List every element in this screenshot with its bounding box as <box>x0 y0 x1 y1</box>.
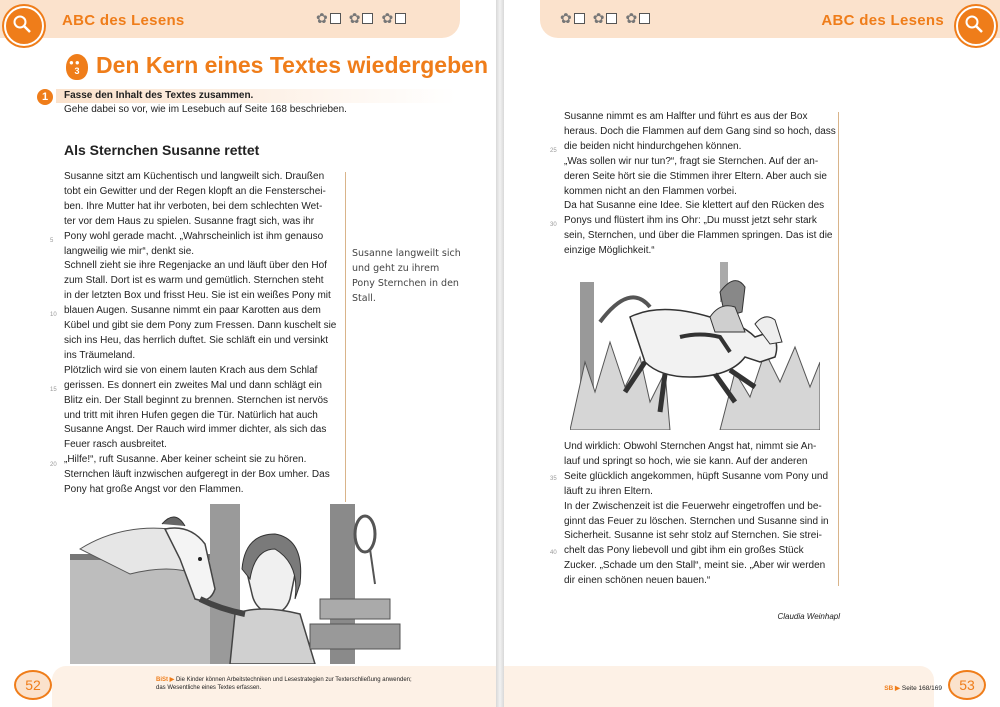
text-line: heraus. Doch die Flammen auf dem Gang sind so hoch, dass <box>564 125 836 137</box>
text-line: sein, Sternchen, und über die Flammen springen. Das ist die <box>564 230 833 242</box>
magnifier-icon <box>956 6 996 46</box>
text-line: Kübel und gibt sie dem Pony zum Fressen. Dann kuschelt sie <box>64 320 337 332</box>
text-line: kommen nicht an den Flammen vorbei. <box>564 185 737 197</box>
text-line: deren Seite hört sie die Stimmen ihrer Eltern. Aber auch sie <box>564 170 827 182</box>
task-number: 1 <box>37 89 53 105</box>
text-line: sich ins Heu, das herrlich duftet. Sie schläft ein und versinkt <box>64 334 329 346</box>
text-line: Plötzlich wird sie von einem lauten Krach aus dem Schlaf <box>64 364 318 376</box>
difficulty-checkbox-2[interactable] <box>362 13 373 24</box>
header-title: ABC des Lesens <box>821 12 944 29</box>
footer-text-1: Die Kinder können Arbeitstechniken und Lesestrategien zur Texterschließung anwenden; <box>175 677 412 683</box>
text-line: Da hat Susanne eine Idee. Sie klettert auf den Rücken des <box>564 200 825 212</box>
text-line: Schnell zieht sie ihre Regenjacke an und läuft über den Hof <box>64 260 327 272</box>
task-instruction: Gehe dabei so vor, wie im Lesebuch auf Seite 168 beschrieben. <box>64 104 347 115</box>
story-title: Als Sternchen Susanne rettet <box>64 142 260 158</box>
text-line: läuft zu ihren Eltern. <box>564 485 653 497</box>
text-line: In der Zwischenzeit ist die Feuerwehr eingetroffen und be- <box>564 500 822 512</box>
text-line: langweilig wie mir“, denkt sie. <box>64 245 195 257</box>
magnifier-icon <box>4 6 44 46</box>
text-line: in der letzten Box und frisst Heu. Sie ist ein weißes Pony mit <box>64 290 331 302</box>
difficulty-checkboxes <box>560 10 650 27</box>
page-title: Den Kern eines Textes wiedergeben <box>96 52 488 78</box>
text-line: Pony wohl gerade macht. „Wahrscheinlich ist ihm genauso <box>64 230 324 242</box>
fire-jump-illustration <box>570 262 820 430</box>
stable-illustration <box>70 504 410 664</box>
story-text-right-top <box>564 110 838 259</box>
line-number: 15 <box>50 387 57 393</box>
story-text-left <box>64 170 344 498</box>
text-line: Susanne nimmt es am Halfter und führt es aus der Box <box>564 111 808 122</box>
text-line: und tritt mit ihren Hufen gegen die Tür. Natürlich hat auch <box>64 409 318 421</box>
owl-2-icon: ✿ <box>348 10 361 26</box>
difficulty-checkbox-1[interactable] <box>330 13 341 24</box>
footer-ref-text: Seite 168/169 <box>901 685 942 692</box>
page-number: 52 <box>14 670 52 700</box>
line-number: 20 <box>50 462 57 468</box>
text-line: die beiden nicht hindurchgehen können. <box>564 140 742 152</box>
line-number: 35 <box>550 476 557 482</box>
text-line: Susanne Angst. Der Rauch wird immer dichter, als sich das <box>64 424 327 436</box>
text-line: Zucker. „Schade um den Stall“, meint sie. „Aber wir werden <box>564 560 826 572</box>
text-line: zum Stall. Dort ist es warm und gemütlich. Sternchen steht <box>64 275 324 287</box>
text-line: ben. Ihre Mutter hat ihr verboten, bei dem schlechten Wet- <box>64 200 323 212</box>
line-number: 25 <box>550 148 557 154</box>
line-number: 5 <box>50 238 54 244</box>
text-line: Pony hat große Angst vor den Flammen. <box>64 484 244 496</box>
left-page <box>0 0 496 707</box>
text-line: ginnt das Feuer zu löschen. Sternchen und Susanne sind in <box>564 515 829 527</box>
right-page <box>504 0 1000 707</box>
story-text-right-bottom <box>564 440 838 589</box>
footer-band <box>504 666 934 707</box>
text-line: ter vor dem Haus zu spielen. Susanne fragt sich, was ihr <box>64 215 315 227</box>
header-title: ABC des Lesens <box>62 12 185 29</box>
footer-tag: SB ▶ <box>884 685 901 692</box>
text-line: chelt das Pony liebevoll und gibt ihm ein großes Stück <box>564 545 804 557</box>
difficulty-checkbox-2[interactable] <box>606 13 617 24</box>
difficulty-checkboxes <box>316 10 406 27</box>
handwritten-note: Susanne langweilt sich und geht zu ihrem Pony Sternchen in den Stall. <box>352 248 461 304</box>
margin-rule <box>838 112 839 586</box>
book-gutter <box>496 0 504 707</box>
owl-3-icon: ✿ <box>625 10 638 26</box>
footer-text-2: das Wesentliche eines Textes erfassen. <box>156 685 262 691</box>
text-line: „Hilfe!“, ruft Susanne. Aber keiner scheint sie zu hören. <box>64 454 307 466</box>
text-line: ins Träumeland. <box>64 349 136 361</box>
text-line: Ponys und flüstert ihm ins Ohr: „Du musst jetzt sehr stark <box>564 215 817 227</box>
text-line: lauf und springt so hoch, wie sie kann. Auf der anderen <box>564 455 808 467</box>
page-number: 53 <box>948 670 986 700</box>
difficulty-checkbox-1[interactable] <box>574 13 585 24</box>
text-line: einzige Möglichkeit.“ <box>564 245 655 257</box>
text-line: Seite glücklich angekommen, hüpft Susanne vom Pony und <box>564 470 829 482</box>
text-line: tobt ein Gewitter und der Regen klopft an die Fensterschei- <box>64 185 326 197</box>
owl-2-icon: ✿ <box>592 10 605 26</box>
text-line: Sternchen läuft inzwischen aufgeregt in der Box umher. Das <box>64 469 330 481</box>
owl-badge-icon: ●● 3 <box>66 54 88 80</box>
difficulty-checkbox-3[interactable] <box>395 13 406 24</box>
footer-note <box>156 676 412 692</box>
footer-tag: BiSt ▶ <box>156 677 175 683</box>
footer-reference <box>884 684 942 692</box>
difficulty-checkbox-3[interactable] <box>639 13 650 24</box>
owl-1-icon: ✿ <box>560 10 572 26</box>
text-line: Feuer rasch ausbreitet. <box>64 439 167 451</box>
margin-rule <box>345 172 346 502</box>
text-line: Blitz ein. Der Stall beginnt zu brennen. Sternchen ist nervös <box>64 394 329 406</box>
author-name: Claudia Weinhapl <box>777 612 840 621</box>
text-line: Susanne sitzt am Küchentisch und langweilt sich. Draußen <box>64 171 325 182</box>
text-line: Und wirklich: Obwohl Sternchen Angst hat, nimmt sie An- <box>564 441 817 452</box>
task-instruction-bold: Fasse den Inhalt des Textes zusammen. <box>64 90 254 101</box>
text-line: dir einen schönen neuen bauen.“ <box>564 575 711 587</box>
line-number: 30 <box>550 222 557 228</box>
line-number: 10 <box>50 312 57 318</box>
line-number: 40 <box>550 550 557 556</box>
text-line: Sicherheit. Susanne ist sehr stolz auf Sternchen. Sie strei- <box>564 530 822 542</box>
text-line: „Was sollen wir nur tun?“, fragt sie Sternchen. Auf der an- <box>564 155 819 167</box>
text-line: blauen Augen. Susanne nimmt ein paar Karotten aus dem <box>64 305 321 317</box>
text-line: gerissen. Es donnert ein zweites Mal und dann schlägt ein <box>64 379 322 391</box>
owl-1-icon: ✿ <box>316 10 328 26</box>
owl-3-icon: ✿ <box>381 10 394 26</box>
